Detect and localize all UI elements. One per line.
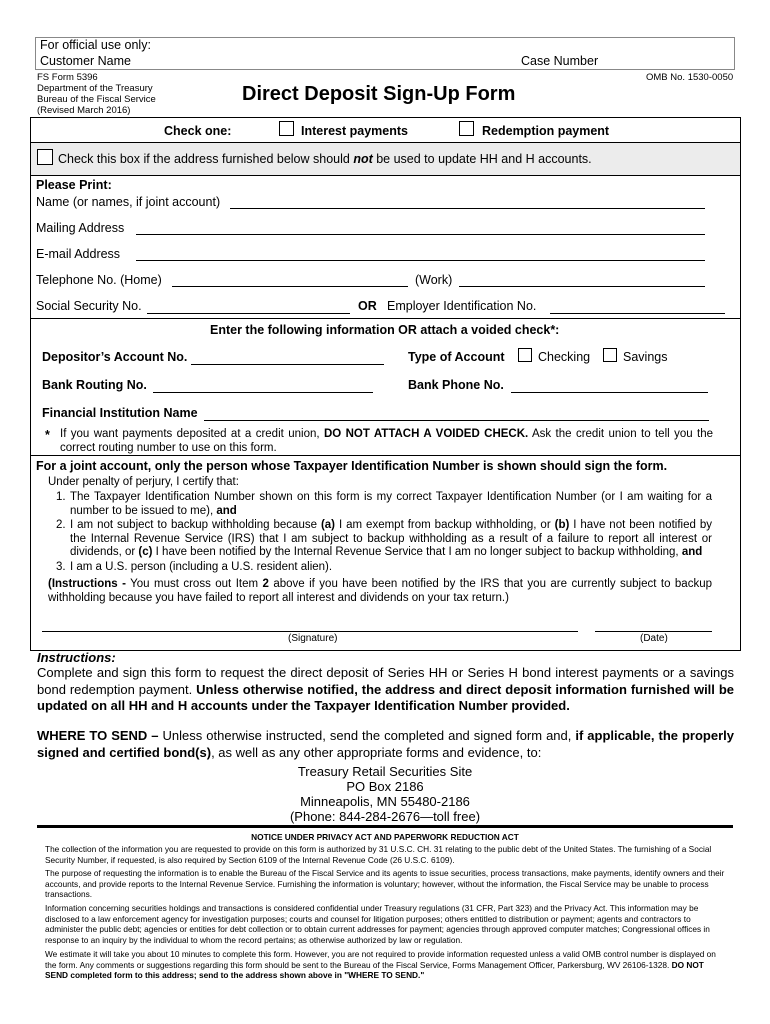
institution-name-field[interactable]: [204, 420, 709, 421]
phone-home-field[interactable]: [172, 286, 408, 287]
mailing-address-label: Mailing Address: [36, 221, 125, 235]
revised-date: (Revised March 2016): [37, 105, 131, 116]
phone-home-label: Telephone No. (Home): [36, 273, 162, 287]
privacy-paragraph-3: Information concerning securities holdings and transactions is considered confidential under Treasury regulations (31 CFR, Part 323) and the Privacy Act. This information may be disclosed to a law enforcement agency for investigation purposes; courts and counsel for litigation purposes; others entitled to distribution or payment; agents and contractors to administer the public debt; agencies or entities for debt collection or to obtain current addresses for payment; agencies through approved computer matches; Congressional offices in response to an inquiry by the individual to whom the record pertains; as otherwise authorized by law or regulation.: [45, 903, 710, 945]
bank-phone-field[interactable]: [511, 392, 708, 393]
phone-work-field[interactable]: [459, 286, 705, 287]
certify-divider: [30, 455, 741, 456]
form-number: FS Form 5396: [37, 72, 98, 83]
email-field[interactable]: [136, 260, 705, 261]
date-field[interactable]: [595, 631, 712, 632]
official-use-label: For official use only:: [40, 38, 151, 52]
name-label: Name (or names, if joint account): [36, 195, 221, 209]
bureau: Bureau of the Fiscal Service: [37, 94, 156, 105]
savings-label: Savings: [623, 350, 668, 364]
privacy-paragraph-2: The purpose of requesting the information is to enable the Bureau of the Fiscal Service and its agents to issue securities, process transactions, make payments, identify owners and their accounts, and provide reports to the Internal Revenue Service. Furnishing the information is voluntary; however, without the information, the Fiscal Service may be unable to process transactions.: [45, 868, 725, 899]
instructions-text: Complete and sign this form to request the direct deposit of Series HH or Series H bond interest payments or a savings bond redemption payment. Unless otherwise notified, the address and direct deposit information furnished will be updated on all HH and H accounts under the Taxpayer Identification Number provided.: [37, 665, 734, 713]
case-number-label: Case Number: [521, 54, 599, 68]
savings-checkbox[interactable]: [603, 348, 617, 362]
name-field[interactable]: [230, 208, 705, 209]
redemption-payment-checkbox[interactable]: [459, 121, 474, 136]
customer-name-label: Customer Name: [40, 54, 131, 68]
address-update-checkbox[interactable]: [37, 149, 53, 165]
item-3-number: 3.: [56, 561, 66, 573]
perjury-statement: Under penalty of perjury, I certify that:: [48, 476, 239, 488]
interest-payments-label: Interest payments: [301, 124, 408, 138]
ein-field[interactable]: [550, 313, 725, 314]
certify-item-2: 2. I am not subject to backup withholding because (a) I am exempt from backup withholding, or (b) I have not been notified by the Internal Revenue Service (IRS) that I am subject to backup withholding as a result of a failure to report all interest or dividends, or (c) I have been notified by the Internal Revenue Service that I am no longer subject to backup withholding, and: [56, 519, 712, 558]
department: Department of the Treasury: [37, 83, 153, 94]
item-1-number: 1.: [56, 491, 66, 503]
address-line-2: PO Box 2186: [346, 779, 424, 794]
ein-label: Employer Identification No.: [387, 299, 537, 313]
privacy-paragraph-1: The collection of the information you are requested to provide on this form is authorized by 31 U.S.C. CH. 31 relating to the public debt of the United States. The furnishing of a Social Security Number, if requested, is also required by Section 6109 of the Internal Revenue Code (26 U.S.C. 6109).: [45, 844, 712, 865]
omb-number: OMB No. 1530-0050: [646, 72, 734, 83]
item-2-number: 2.: [56, 519, 66, 531]
cross-out-instructions: (Instructions - You must cross out Item 2 above if you have been notified by the IRS that you are currently subject to backup withholding because you have failed to report all interest and dividends on your tax return.): [48, 578, 712, 604]
ssn-label: Social Security No.: [36, 299, 142, 313]
email-label: E-mail Address: [36, 247, 121, 261]
account-type-label: Type of Account: [408, 350, 505, 364]
section-divider: [30, 318, 741, 319]
certify-item-3: 3. I am a U.S. person (including a U.S. resident alien).: [56, 561, 333, 573]
address-check-text: Check this box if the address furnished below should not be used to update HH and H accounts.: [58, 152, 592, 166]
credit-union-star: *: [45, 428, 50, 442]
bank-phone-label: Bank Phone No.: [408, 378, 504, 392]
address-line-4: (Phone: 844-284-2676—toll free): [289, 809, 481, 824]
checking-checkbox[interactable]: [518, 348, 532, 362]
check-one-label: Check one:: [164, 124, 232, 138]
joint-account-note: For a joint account, only the person whose Taxpayer Identification Number is shown should sign the form.: [36, 459, 668, 473]
mailing-address-field[interactable]: [136, 234, 705, 235]
date-label: (Date): [640, 633, 668, 644]
interest-payments-checkbox[interactable]: [279, 121, 294, 136]
routing-number-field[interactable]: [153, 392, 373, 393]
certify-item-1: 1. The Taxpayer Identification Number shown on this form is my correct Taxpayer Identification Number (or I am waiting for a number to be issued to me), and: [56, 491, 712, 517]
or-label: OR: [358, 299, 377, 313]
privacy-paragraph-4: We estimate it will take you about 10 minutes to complete this form. However, you are not required to provide information requested unless a valid OMB control number is displayed on the form. Any comments or suggestions regarding this form should be sent to the Bureau of the Fiscal Service, Forms Management Officer, Parkersburg, WV 26106-1328. DO NOT SEND completed form to this address; send to the address shown above in "WHERE TO SEND.": [45, 949, 716, 980]
address-line-1: Treasury Retail Securities Site: [297, 764, 473, 779]
account-number-field[interactable]: [191, 364, 384, 365]
form-title: Direct Deposit Sign-Up Form: [242, 83, 516, 105]
where-to-send-text: WHERE TO SEND – Unless otherwise instructed, send the completed and signed form and, if applicable, the properly signed and certified bond(s), as well as any other appropriate forms and evidence, to:: [37, 728, 735, 760]
privacy-heading: NOTICE UNDER PRIVACY ACT AND PAPERWORK REDUCTION ACT: [251, 832, 519, 842]
phone-work-label: (Work): [415, 273, 453, 287]
signature-label: (Signature): [288, 633, 338, 644]
routing-number-label: Bank Routing No.: [42, 378, 147, 392]
checking-label: Checking: [538, 350, 591, 364]
privacy-top-rule: [37, 825, 733, 828]
bank-heading: Enter the following information OR attach a voided check*:: [210, 323, 560, 337]
account-number-label: Depositor’s Account No.: [42, 350, 188, 364]
institution-name-label: Financial Institution Name: [42, 406, 198, 420]
instructions-heading: Instructions:: [37, 650, 116, 665]
credit-union-note: If you want payments deposited at a credit union, DO NOT ATTACH A VOIDED CHECK. Ask the credit union to tell you the correct routing number to use on this form.: [60, 428, 713, 454]
redemption-payment-label: Redemption payment: [482, 124, 610, 138]
signature-field[interactable]: [42, 631, 578, 632]
mailing-address-block: [0, 764, 770, 824]
please-print-label: Please Print:: [36, 178, 112, 192]
ssn-field[interactable]: [147, 313, 350, 314]
address-line-3: Minneapolis, MN 55480-2186: [300, 794, 470, 809]
